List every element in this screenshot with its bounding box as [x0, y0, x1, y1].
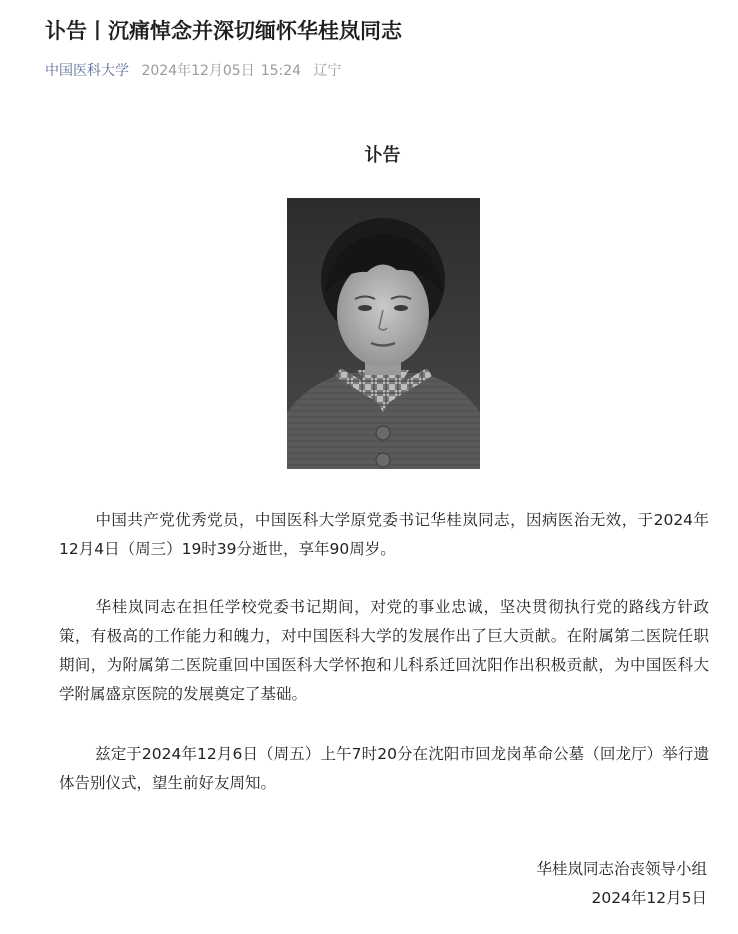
article-title: 讣告丨沉痛悼念并深切缅怀华桂岚同志: [45, 19, 402, 43]
signature-organization: 华桂岚同志治丧领导小组: [536, 860, 707, 878]
paragraph-text: 中国共产党优秀党员，中国医科大学原党委书记华桂岚同志，因病医治无效，于2024年12月4日（周三）19时39分逝世，享年90周岁。: [59, 511, 709, 558]
paragraph-text: 兹定于2024年12月6日（周五）上午7时20分在沈阳市回龙岗革命公墓（回龙厅）举行遗体告别仪式，望生前好友周知。: [59, 745, 709, 792]
article-meta: [45, 60, 342, 82]
publish-date: 2024年12月05日: [141, 63, 255, 79]
paragraph-death-notice: [59, 506, 709, 564]
signature-date: 2024年12月5日: [591, 889, 707, 907]
paragraph-text: 华桂岚同志在担任学校党委书记期间，对党的事业忠诚，坚决贯彻执行党的路线方针政策，有极高的工作能力和魄力，对中国医科大学的发展作出了巨大贡献。在附属第二医院任职期间，为附属第二医院重回中国医科大学怀抱和儿科系迁回沈阳作出积极贡献，为中国医科大学附属盛京医院的发展奠定了基础。: [59, 598, 709, 703]
publish-location: 辽宁: [313, 63, 342, 79]
notice-heading: 讣告: [364, 145, 401, 166]
portrait-photo: [287, 198, 480, 469]
publish-time: 15:24: [260, 63, 302, 79]
paragraph-career: [59, 593, 709, 709]
paragraph-farewell-ceremony: [59, 740, 709, 798]
account-name-link[interactable]: 中国医科大学: [45, 63, 129, 79]
